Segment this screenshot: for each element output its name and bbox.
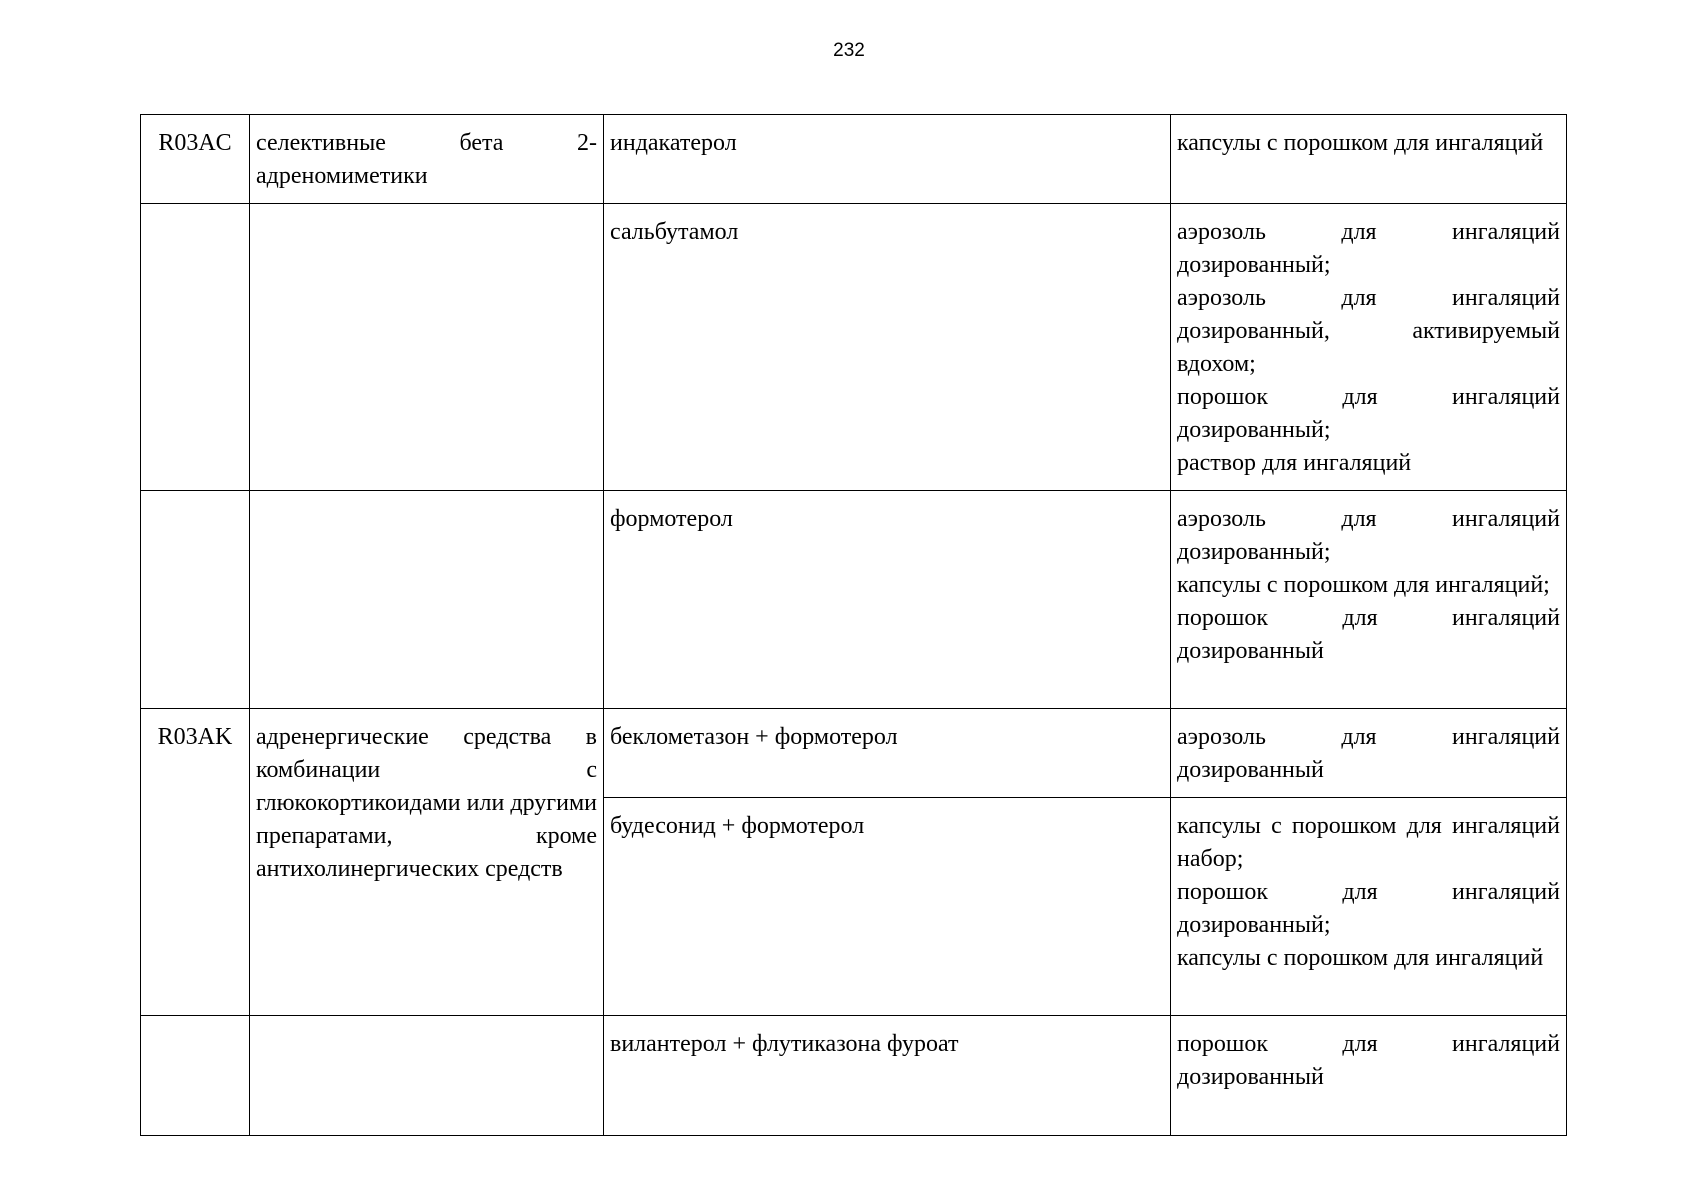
dosage-form-line: раствор для ингаляций bbox=[1177, 450, 1412, 476]
page-number: 232 bbox=[833, 40, 865, 61]
dosage-form-cell bbox=[1171, 204, 1567, 491]
atc-code-cell bbox=[141, 204, 250, 491]
table-row bbox=[141, 1016, 1567, 1136]
atc-group-cell: адренергические средства в комбинации с глюкокортикоидами или другими препаратами, кроме антихолинергических средств bbox=[250, 709, 604, 1016]
dosage-form-line: капсулы с порошком для ингаляций; bbox=[1177, 572, 1550, 598]
dosage-form-line: порошок для ингаляций дозированный; bbox=[1177, 879, 1560, 938]
table-row bbox=[141, 709, 1567, 798]
drug-name-cell: формотерол bbox=[604, 491, 1171, 709]
drug-name-cell: будесонид + формотерол bbox=[604, 798, 1171, 1016]
atc-code-cell bbox=[141, 491, 250, 709]
dosage-form-cell bbox=[1171, 798, 1567, 1016]
drug-table bbox=[140, 114, 1567, 1136]
drug-name-cell: беклометазон + формотерол bbox=[604, 709, 1171, 798]
dosage-form-cell bbox=[1171, 491, 1567, 709]
table-row bbox=[141, 204, 1567, 491]
dosage-form-cell bbox=[1171, 115, 1567, 204]
atc-group-cell bbox=[250, 1016, 604, 1136]
dosage-form-line: порошок для ингаляций дозированный bbox=[1177, 605, 1560, 664]
atc-code-cell: R03AK bbox=[141, 709, 250, 1016]
dosage-form-cell bbox=[1171, 709, 1567, 798]
dosage-form-line: порошок для ингаляций дозированный; bbox=[1177, 384, 1560, 443]
dosage-form-cell bbox=[1171, 1016, 1567, 1136]
dosage-form-line: капсулы с порошком для ингаляций набор; bbox=[1177, 813, 1560, 872]
dosage-form-line: аэрозоль для ингаляций дозированный; bbox=[1177, 219, 1560, 278]
table-row bbox=[141, 115, 1567, 204]
atc-group-cell: селективные бета 2-адреномиметики bbox=[250, 115, 604, 204]
atc-group-cell bbox=[250, 204, 604, 491]
atc-group-cell bbox=[250, 491, 604, 709]
drug-name-cell: вилантерол + флутиказона фуроат bbox=[604, 1016, 1171, 1136]
atc-code-cell: R03AC bbox=[141, 115, 250, 204]
dosage-form-line: капсулы с порошком для ингаляций bbox=[1177, 945, 1544, 971]
dosage-form-line: капсулы с порошком для ингаляций bbox=[1177, 130, 1544, 156]
drug-name-cell: индакатерол bbox=[604, 115, 1171, 204]
dosage-form-line: аэрозоль для ингаляций дозированный, активируемый вдохом; bbox=[1177, 285, 1560, 377]
atc-code-cell bbox=[141, 1016, 250, 1136]
dosage-form-line: аэрозоль для ингаляций дозированный; bbox=[1177, 506, 1560, 565]
table-row bbox=[141, 491, 1567, 709]
drug-name-cell: сальбутамол bbox=[604, 204, 1171, 491]
dosage-form-line: аэрозоль для ингаляций дозированный bbox=[1177, 724, 1560, 783]
dosage-form-line: порошок для ингаляций дозированный bbox=[1177, 1031, 1560, 1090]
